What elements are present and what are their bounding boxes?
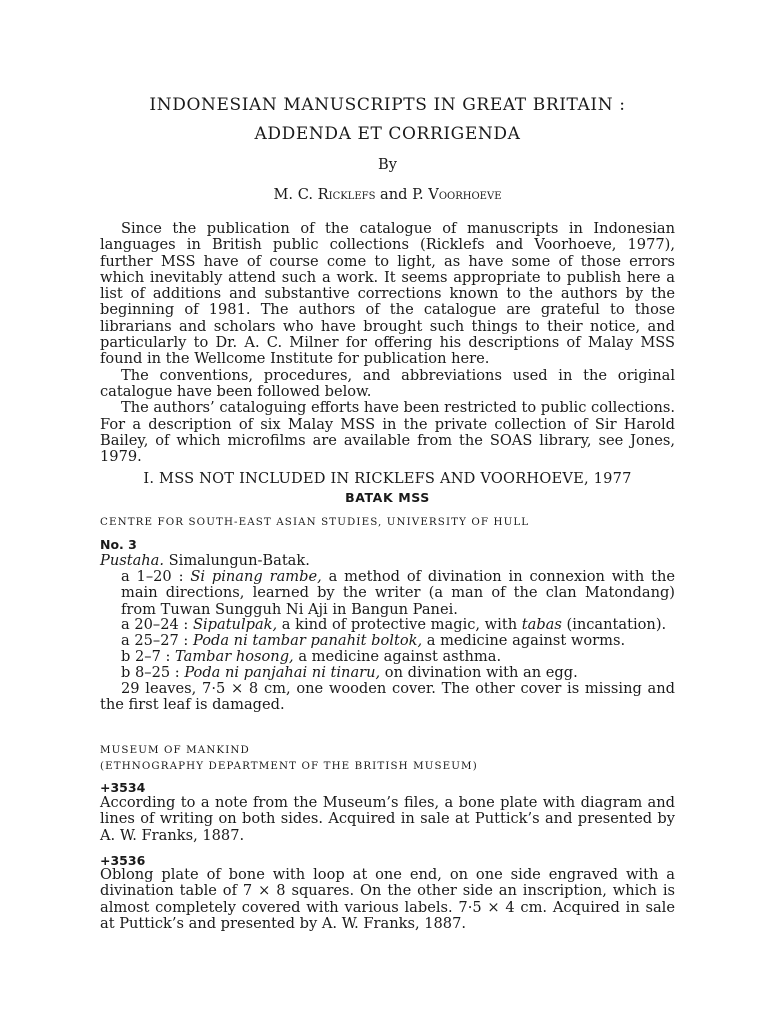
item-ref: a 25–27 :	[121, 632, 193, 649]
item-title: Si pinang rambe,	[190, 568, 322, 585]
entry-3534-description: According to a note from the Museum’s files, a bone plate with diagram and lines of writing on both sides. Acquired in sale at Puttick’s and presented by A. W. Franks, 1887.	[100, 794, 675, 844]
item-ref: b 2–7 :	[121, 648, 176, 665]
author-1-surname: Ricklefs	[317, 186, 376, 203]
item-text: on divination with an egg.	[380, 664, 578, 681]
article-title-line-1: INDONESIAN MANUSCRIPTS IN GREAT BRITAIN :	[149, 95, 626, 115]
entry-physical-description: 29 leaves, 7·5 × 8 cm, one wooden cover. The other cover is missing and the first leaf is damaged.	[100, 680, 675, 714]
author-2-surname: Voorhoeve	[428, 186, 502, 203]
museum-department: (ETHNOGRAPHY DEPARTMENT OF THE BRITISH MUSEUM)	[100, 760, 478, 772]
item-title: Poda ni panjahai ni tinaru,	[184, 664, 381, 681]
section-subheading: BATAK MSS	[345, 490, 430, 505]
section-heading: I. MSS NOT INCLUDED IN RICKLEFS AND VOORHOEVE, 1977	[143, 470, 632, 487]
item-text: a medicine against worms.	[422, 632, 626, 649]
institution-heading: CENTRE FOR SOUTH-EAST ASIAN STUDIES, UNIVERSITY OF HULL	[100, 516, 530, 528]
entry-3536-description: Oblong plate of bone with loop at one end, on one side engraved with a divination table of 7 × 8 squares. On the other side an inscription, which is almost completely covered with various labels. 7·5 × 4 cm. Acquired in sale at Puttick’s and presented by A. W. Franks, 1887.	[100, 866, 675, 932]
entry-item-b8-25	[100, 665, 675, 681]
entry-item-b2-7	[100, 649, 675, 665]
article-title-line-2: ADDENDA ET CORRIGENDA	[254, 124, 521, 144]
author-conjunction: and	[375, 186, 413, 203]
entry-item-a25-27	[100, 633, 675, 649]
entry-item-a20-24	[100, 617, 675, 633]
intro-paragraph-1: Since the publication of the catalogue of manuscripts in Indonesian languages in British public collections (Ricklefs and Voorhoeve, 1977), further MSS have of course come to light, as have some of those errors which inevitably attend such a work. It seems appropriate to publish here a list of additions and substantive corrections known to the authors by the beginning of 1981. The authors of the catalogue are grateful to those librarians and scholars who have brought such things to their notice, and particularly to Dr. A. C. Milner for offering his descriptions of Malay MSS found in the Wellcome Institute for publication here.	[100, 220, 675, 368]
museum-heading: MUSEUM OF MANKIND	[100, 744, 250, 756]
item-title: Tambar hosong,	[175, 648, 294, 665]
author-1-initials: M. C.	[273, 186, 318, 203]
entry-title	[100, 553, 675, 569]
item-text: a kind of protective magic, with	[277, 616, 522, 633]
author-line	[100, 187, 675, 203]
introduction	[100, 221, 675, 465]
item-title: Sipatulpak,	[192, 616, 278, 633]
item-text: a medicine against asthma.	[293, 648, 502, 665]
item-title-2: tabas	[521, 616, 562, 633]
item-ref: a 1–20 :	[121, 568, 191, 585]
entry-number-3534: +3534	[100, 780, 146, 795]
entry-item-a1-20	[100, 569, 675, 618]
item-text-2: (incantation).	[561, 616, 667, 633]
item-ref: a 20–24 :	[121, 616, 193, 633]
entry-number: No. 3	[100, 537, 137, 552]
entry-number-3536: +3536	[100, 853, 146, 868]
item-text: a method of divination in connexion with the main directions, learned by the writer (a man of the clan Matondang) from Tuwan Sungguh Ni Aji in Bangun Panei.	[121, 568, 675, 618]
entry-title-rest: Simalungun-Batak.	[164, 552, 310, 569]
item-ref: b 8–25 :	[121, 664, 185, 681]
intro-paragraph-3: The authors’ cataloguing efforts have been restricted to public collections. For a description of six Malay MSS in the private collection of Sir Harold Bailey, of which microfilms are available from the SOAS library, see Jones, 1979.	[100, 399, 675, 466]
entry-title-italic: Pustaha.	[100, 552, 165, 569]
author-2-initials: P.	[412, 186, 429, 203]
intro-paragraph-2: The conventions, procedures, and abbreviations used in the original catalogue have been followed below.	[100, 366, 675, 400]
item-title: Poda ni tambar panahit boltok,	[192, 632, 423, 649]
byline-by: By	[378, 156, 397, 173]
